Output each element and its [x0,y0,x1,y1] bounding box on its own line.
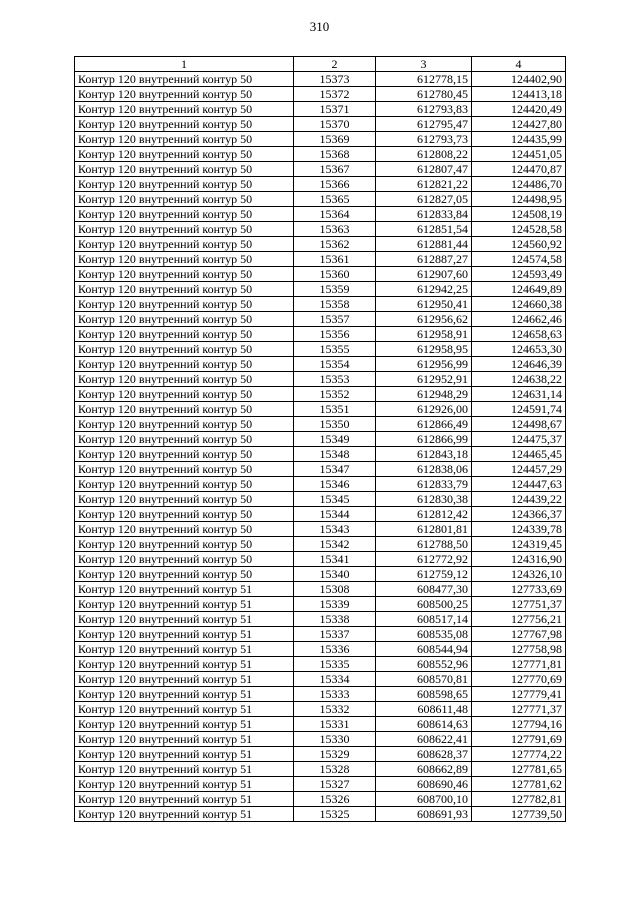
x-coordinate-cell: 608500,25 [376,597,472,612]
table-row [75,207,566,222]
table-row [75,612,566,627]
table-row [75,327,566,342]
point-number-cell: 15347 [294,462,376,477]
table-row [75,552,566,567]
x-coordinate-cell: 612833,84 [376,207,472,222]
y-coordinate-cell: 127781,62 [472,777,566,792]
column-header-4: 4 [472,57,566,72]
x-coordinate-cell: 612830,38 [376,492,472,507]
y-coordinate-cell: 124420,49 [472,102,566,117]
x-coordinate-cell: 612833,79 [376,477,472,492]
contour-name-cell: Контур 120 внутренний контур 50 [75,267,294,282]
point-number-cell: 15366 [294,177,376,192]
x-coordinate-cell: 608477,30 [376,582,472,597]
y-coordinate-cell: 127794,16 [472,717,566,732]
x-coordinate-cell: 612866,99 [376,432,472,447]
x-coordinate-cell: 608662,89 [376,762,472,777]
x-coordinate-cell: 612793,83 [376,102,472,117]
table-row [75,72,566,87]
y-coordinate-cell: 124413,18 [472,87,566,102]
x-coordinate-cell: 612956,99 [376,357,472,372]
contour-name-cell: Контур 120 внутренний контур 50 [75,567,294,582]
table-row [75,177,566,192]
contour-name-cell: Контур 120 внутренний контур 50 [75,162,294,177]
x-coordinate-cell: 608535,08 [376,627,472,642]
contour-name-cell: Контур 120 внутренний контур 50 [75,222,294,237]
contour-name-cell: Контур 120 внутренний контур 51 [75,582,294,597]
y-coordinate-cell: 124498,95 [472,192,566,207]
point-number-cell: 15336 [294,642,376,657]
table-row [75,312,566,327]
contour-name-cell: Контур 120 внутренний контур 50 [75,507,294,522]
y-coordinate-cell: 124662,46 [472,312,566,327]
contour-name-cell: Контур 120 внутренний контур 50 [75,522,294,537]
y-coordinate-cell: 127756,21 [472,612,566,627]
x-coordinate-cell: 608691,93 [376,807,472,822]
x-coordinate-cell: 612950,41 [376,297,472,312]
table-row [75,792,566,807]
column-header-2: 2 [294,57,376,72]
contour-name-cell: Контур 120 внутренний контур 50 [75,327,294,342]
x-coordinate-cell: 608570,81 [376,672,472,687]
table-row [75,762,566,777]
contour-name-cell: Контур 120 внутренний контур 51 [75,732,294,747]
contour-name-cell: Контур 120 внутренний контур 50 [75,417,294,432]
coordinates-table [74,56,566,822]
point-number-cell: 15329 [294,747,376,762]
x-coordinate-cell: 608611,48 [376,702,472,717]
contour-name-cell: Контур 120 внутренний контур 50 [75,87,294,102]
point-number-cell: 15353 [294,372,376,387]
point-number-cell: 15359 [294,282,376,297]
x-coordinate-cell: 612772,92 [376,552,472,567]
contour-name-cell: Контур 120 внутренний контур 50 [75,252,294,267]
point-number-cell: 15340 [294,567,376,582]
y-coordinate-cell: 124470,87 [472,162,566,177]
table-row [75,132,566,147]
contour-name-cell: Контур 120 внутренний контур 50 [75,147,294,162]
y-coordinate-cell: 124574,58 [472,252,566,267]
table-row [75,297,566,312]
y-coordinate-cell: 124402,90 [472,72,566,87]
y-coordinate-cell: 127774,22 [472,747,566,762]
x-coordinate-cell: 608598,65 [376,687,472,702]
x-coordinate-cell: 612793,73 [376,132,472,147]
point-number-cell: 15367 [294,162,376,177]
point-number-cell: 15341 [294,552,376,567]
point-number-cell: 15360 [294,267,376,282]
contour-name-cell: Контур 120 внутренний контур 51 [75,702,294,717]
point-number-cell: 15355 [294,342,376,357]
x-coordinate-cell: 608690,46 [376,777,472,792]
contour-name-cell: Контур 120 внутренний контур 50 [75,432,294,447]
y-coordinate-cell: 127782,81 [472,792,566,807]
table-row [75,492,566,507]
y-coordinate-cell: 124451,05 [472,147,566,162]
y-coordinate-cell: 124316,90 [472,552,566,567]
y-coordinate-cell: 124631,14 [472,387,566,402]
table-row [75,747,566,762]
y-coordinate-cell: 124591,74 [472,402,566,417]
contour-name-cell: Контур 120 внутренний контур 50 [75,312,294,327]
contour-name-cell: Контур 120 внутренний контур 50 [75,462,294,477]
point-number-cell: 15325 [294,807,376,822]
point-number-cell: 15308 [294,582,376,597]
contour-name-cell: Контур 120 внутренний контур 50 [75,102,294,117]
y-coordinate-cell: 124319,45 [472,537,566,552]
table-row [75,627,566,642]
contour-name-cell: Контур 120 внутренний контур 50 [75,237,294,252]
point-number-cell: 15354 [294,357,376,372]
y-coordinate-cell: 124435,99 [472,132,566,147]
x-coordinate-cell: 608544,94 [376,642,472,657]
y-coordinate-cell: 124638,22 [472,372,566,387]
table-row [75,372,566,387]
point-number-cell: 15330 [294,732,376,747]
page-number: 310 [309,19,330,34]
x-coordinate-cell: 612881,44 [376,237,472,252]
y-coordinate-cell: 127751,37 [472,597,566,612]
table-row [75,432,566,447]
y-coordinate-cell: 127781,65 [472,762,566,777]
table-row [75,447,566,462]
x-coordinate-cell: 612887,27 [376,252,472,267]
contour-name-cell: Контур 120 внутренний контур 50 [75,387,294,402]
point-number-cell: 15371 [294,102,376,117]
y-coordinate-cell: 124660,38 [472,297,566,312]
point-number-cell: 15338 [294,612,376,627]
x-coordinate-cell: 612821,22 [376,177,472,192]
point-number-cell: 15357 [294,312,376,327]
table-row [75,687,566,702]
contour-name-cell: Контур 120 внутренний контур 51 [75,627,294,642]
table-header [75,57,566,72]
point-number-cell: 15361 [294,252,376,267]
table-row [75,342,566,357]
contour-name-cell: Контур 120 внутренний контур 51 [75,792,294,807]
x-coordinate-cell: 612807,47 [376,162,472,177]
x-coordinate-cell: 612801,81 [376,522,472,537]
x-coordinate-cell: 612907,60 [376,267,472,282]
contour-name-cell: Контур 120 внутренний контур 51 [75,672,294,687]
y-coordinate-cell: 127767,98 [472,627,566,642]
point-number-cell: 15342 [294,537,376,552]
point-number-cell: 15370 [294,117,376,132]
table-row [75,222,566,237]
table-row [75,192,566,207]
y-coordinate-cell: 127770,69 [472,672,566,687]
x-coordinate-cell: 612812,42 [376,507,472,522]
x-coordinate-cell: 612780,45 [376,87,472,102]
contour-name-cell: Контур 120 внутренний контур 50 [75,132,294,147]
point-number-cell: 15350 [294,417,376,432]
contour-name-cell: Контур 120 внутренний контур 50 [75,552,294,567]
y-coordinate-cell: 124498,67 [472,417,566,432]
table-row [75,582,566,597]
contour-name-cell: Контур 120 внутренний контур 51 [75,687,294,702]
table-row [75,102,566,117]
point-number-cell: 15326 [294,792,376,807]
point-number-cell: 15328 [294,762,376,777]
contour-name-cell: Контур 120 внутренний контур 51 [75,762,294,777]
table-row [75,732,566,747]
y-coordinate-cell: 127733,69 [472,582,566,597]
table-row [75,282,566,297]
table-row [75,657,566,672]
table-row [75,87,566,102]
y-coordinate-cell: 124427,80 [472,117,566,132]
table-row [75,402,566,417]
x-coordinate-cell: 612851,54 [376,222,472,237]
x-coordinate-cell: 612778,15 [376,72,472,87]
x-coordinate-cell: 612827,05 [376,192,472,207]
x-coordinate-cell: 612795,47 [376,117,472,132]
y-coordinate-cell: 127739,50 [472,807,566,822]
y-coordinate-cell: 124653,30 [472,342,566,357]
table-row [75,567,566,582]
contour-name-cell: Контур 120 внутренний контур 50 [75,282,294,297]
column-header-1: 1 [75,57,294,72]
y-coordinate-cell: 127771,37 [472,702,566,717]
contour-name-cell: Контур 120 внутренний контур 51 [75,657,294,672]
table-row [75,417,566,432]
x-coordinate-cell: 612926,00 [376,402,472,417]
header-row [75,57,566,72]
contour-name-cell: Контур 120 внутренний контур 50 [75,537,294,552]
contour-name-cell: Контур 120 внутренний контур 51 [75,777,294,792]
contour-name-cell: Контур 120 внутренний контур 50 [75,72,294,87]
point-number-cell: 15333 [294,687,376,702]
x-coordinate-cell: 612866,49 [376,417,472,432]
y-coordinate-cell: 127791,69 [472,732,566,747]
point-number-cell: 15349 [294,432,376,447]
point-number-cell: 15332 [294,702,376,717]
contour-name-cell: Контур 120 внутренний контур 50 [75,117,294,132]
y-coordinate-cell: 124560,92 [472,237,566,252]
y-coordinate-cell: 127779,41 [472,687,566,702]
point-number-cell: 15343 [294,522,376,537]
y-coordinate-cell: 124658,63 [472,327,566,342]
table-row [75,147,566,162]
point-number-cell: 15327 [294,777,376,792]
point-number-cell: 15352 [294,387,376,402]
table-row [75,672,566,687]
contour-name-cell: Контур 120 внутренний контур 50 [75,492,294,507]
contour-name-cell: Контур 120 внутренний контур 51 [75,807,294,822]
y-coordinate-cell: 124486,70 [472,177,566,192]
point-number-cell: 15331 [294,717,376,732]
point-number-cell: 15348 [294,447,376,462]
y-coordinate-cell: 124649,89 [472,282,566,297]
x-coordinate-cell: 612948,29 [376,387,472,402]
column-header-3: 3 [376,57,472,72]
x-coordinate-cell: 612958,95 [376,342,472,357]
contour-name-cell: Контур 120 внутренний контур 50 [75,372,294,387]
contour-name-cell: Контур 120 внутренний контур 50 [75,477,294,492]
y-coordinate-cell: 124593,49 [472,267,566,282]
point-number-cell: 15335 [294,657,376,672]
x-coordinate-cell: 612808,22 [376,147,472,162]
x-coordinate-cell: 612956,62 [376,312,472,327]
x-coordinate-cell: 612843,18 [376,447,472,462]
table-row [75,522,566,537]
y-coordinate-cell: 124475,37 [472,432,566,447]
x-coordinate-cell: 608628,37 [376,747,472,762]
y-coordinate-cell: 124326,10 [472,567,566,582]
contour-name-cell: Контур 120 внутренний контур 51 [75,597,294,612]
table-row [75,702,566,717]
point-number-cell: 15337 [294,627,376,642]
y-coordinate-cell: 124447,63 [472,477,566,492]
point-number-cell: 15334 [294,672,376,687]
contour-name-cell: Контур 120 внутренний контур 50 [75,357,294,372]
y-coordinate-cell: 124457,29 [472,462,566,477]
table-row [75,642,566,657]
point-number-cell: 15358 [294,297,376,312]
table-row [75,777,566,792]
x-coordinate-cell: 608552,96 [376,657,472,672]
contour-name-cell: Контур 120 внутренний контур 51 [75,642,294,657]
x-coordinate-cell: 612952,91 [376,372,472,387]
table-row [75,597,566,612]
contour-name-cell: Контур 120 внутренний контур 50 [75,402,294,417]
point-number-cell: 15373 [294,72,376,87]
table-row [75,162,566,177]
point-number-cell: 15356 [294,327,376,342]
contour-name-cell: Контур 120 внутренний контур 50 [75,342,294,357]
point-number-cell: 15339 [294,597,376,612]
y-coordinate-cell: 127758,98 [472,642,566,657]
point-number-cell: 15351 [294,402,376,417]
point-number-cell: 15362 [294,237,376,252]
y-coordinate-cell: 124528,58 [472,222,566,237]
point-number-cell: 15363 [294,222,376,237]
point-number-cell: 15345 [294,492,376,507]
table-row [75,357,566,372]
x-coordinate-cell: 608614,63 [376,717,472,732]
point-number-cell: 15365 [294,192,376,207]
x-coordinate-cell: 612759,12 [376,567,472,582]
x-coordinate-cell: 608622,41 [376,732,472,747]
table-row [75,477,566,492]
point-number-cell: 15368 [294,147,376,162]
point-number-cell: 15344 [294,507,376,522]
point-number-cell: 15369 [294,132,376,147]
table-row [75,462,566,477]
table-row [75,717,566,732]
x-coordinate-cell: 612958,91 [376,327,472,342]
table-row [75,507,566,522]
contour-name-cell: Контур 120 внутренний контур 50 [75,177,294,192]
y-coordinate-cell: 127771,81 [472,657,566,672]
contour-name-cell: Контур 120 внутренний контур 51 [75,612,294,627]
x-coordinate-cell: 608517,14 [376,612,472,627]
point-number-cell: 15346 [294,477,376,492]
y-coordinate-cell: 124366,37 [472,507,566,522]
contour-name-cell: Контур 120 внутренний контур 51 [75,717,294,732]
contour-name-cell: Контур 120 внутренний контур 50 [75,192,294,207]
table-row [75,537,566,552]
y-coordinate-cell: 124339,78 [472,522,566,537]
table-row [75,252,566,267]
contour-name-cell: Контур 120 внутренний контур 50 [75,447,294,462]
y-coordinate-cell: 124646,39 [472,357,566,372]
x-coordinate-cell: 612788,50 [376,537,472,552]
contour-name-cell: Контур 120 внутренний контур 50 [75,207,294,222]
table-row [75,117,566,132]
point-number-cell: 15364 [294,207,376,222]
x-coordinate-cell: 612942,25 [376,282,472,297]
table-body [75,72,566,822]
y-coordinate-cell: 124439,22 [472,492,566,507]
table-row [75,807,566,822]
table-row [75,267,566,282]
contour-name-cell: Контур 120 внутренний контур 51 [75,747,294,762]
contour-name-cell: Контур 120 внутренний контур 50 [75,297,294,312]
y-coordinate-cell: 124465,45 [472,447,566,462]
table-row [75,237,566,252]
table-row [75,387,566,402]
x-coordinate-cell: 612838,06 [376,462,472,477]
point-number-cell: 15372 [294,87,376,102]
x-coordinate-cell: 608700,10 [376,792,472,807]
y-coordinate-cell: 124508,19 [472,207,566,222]
